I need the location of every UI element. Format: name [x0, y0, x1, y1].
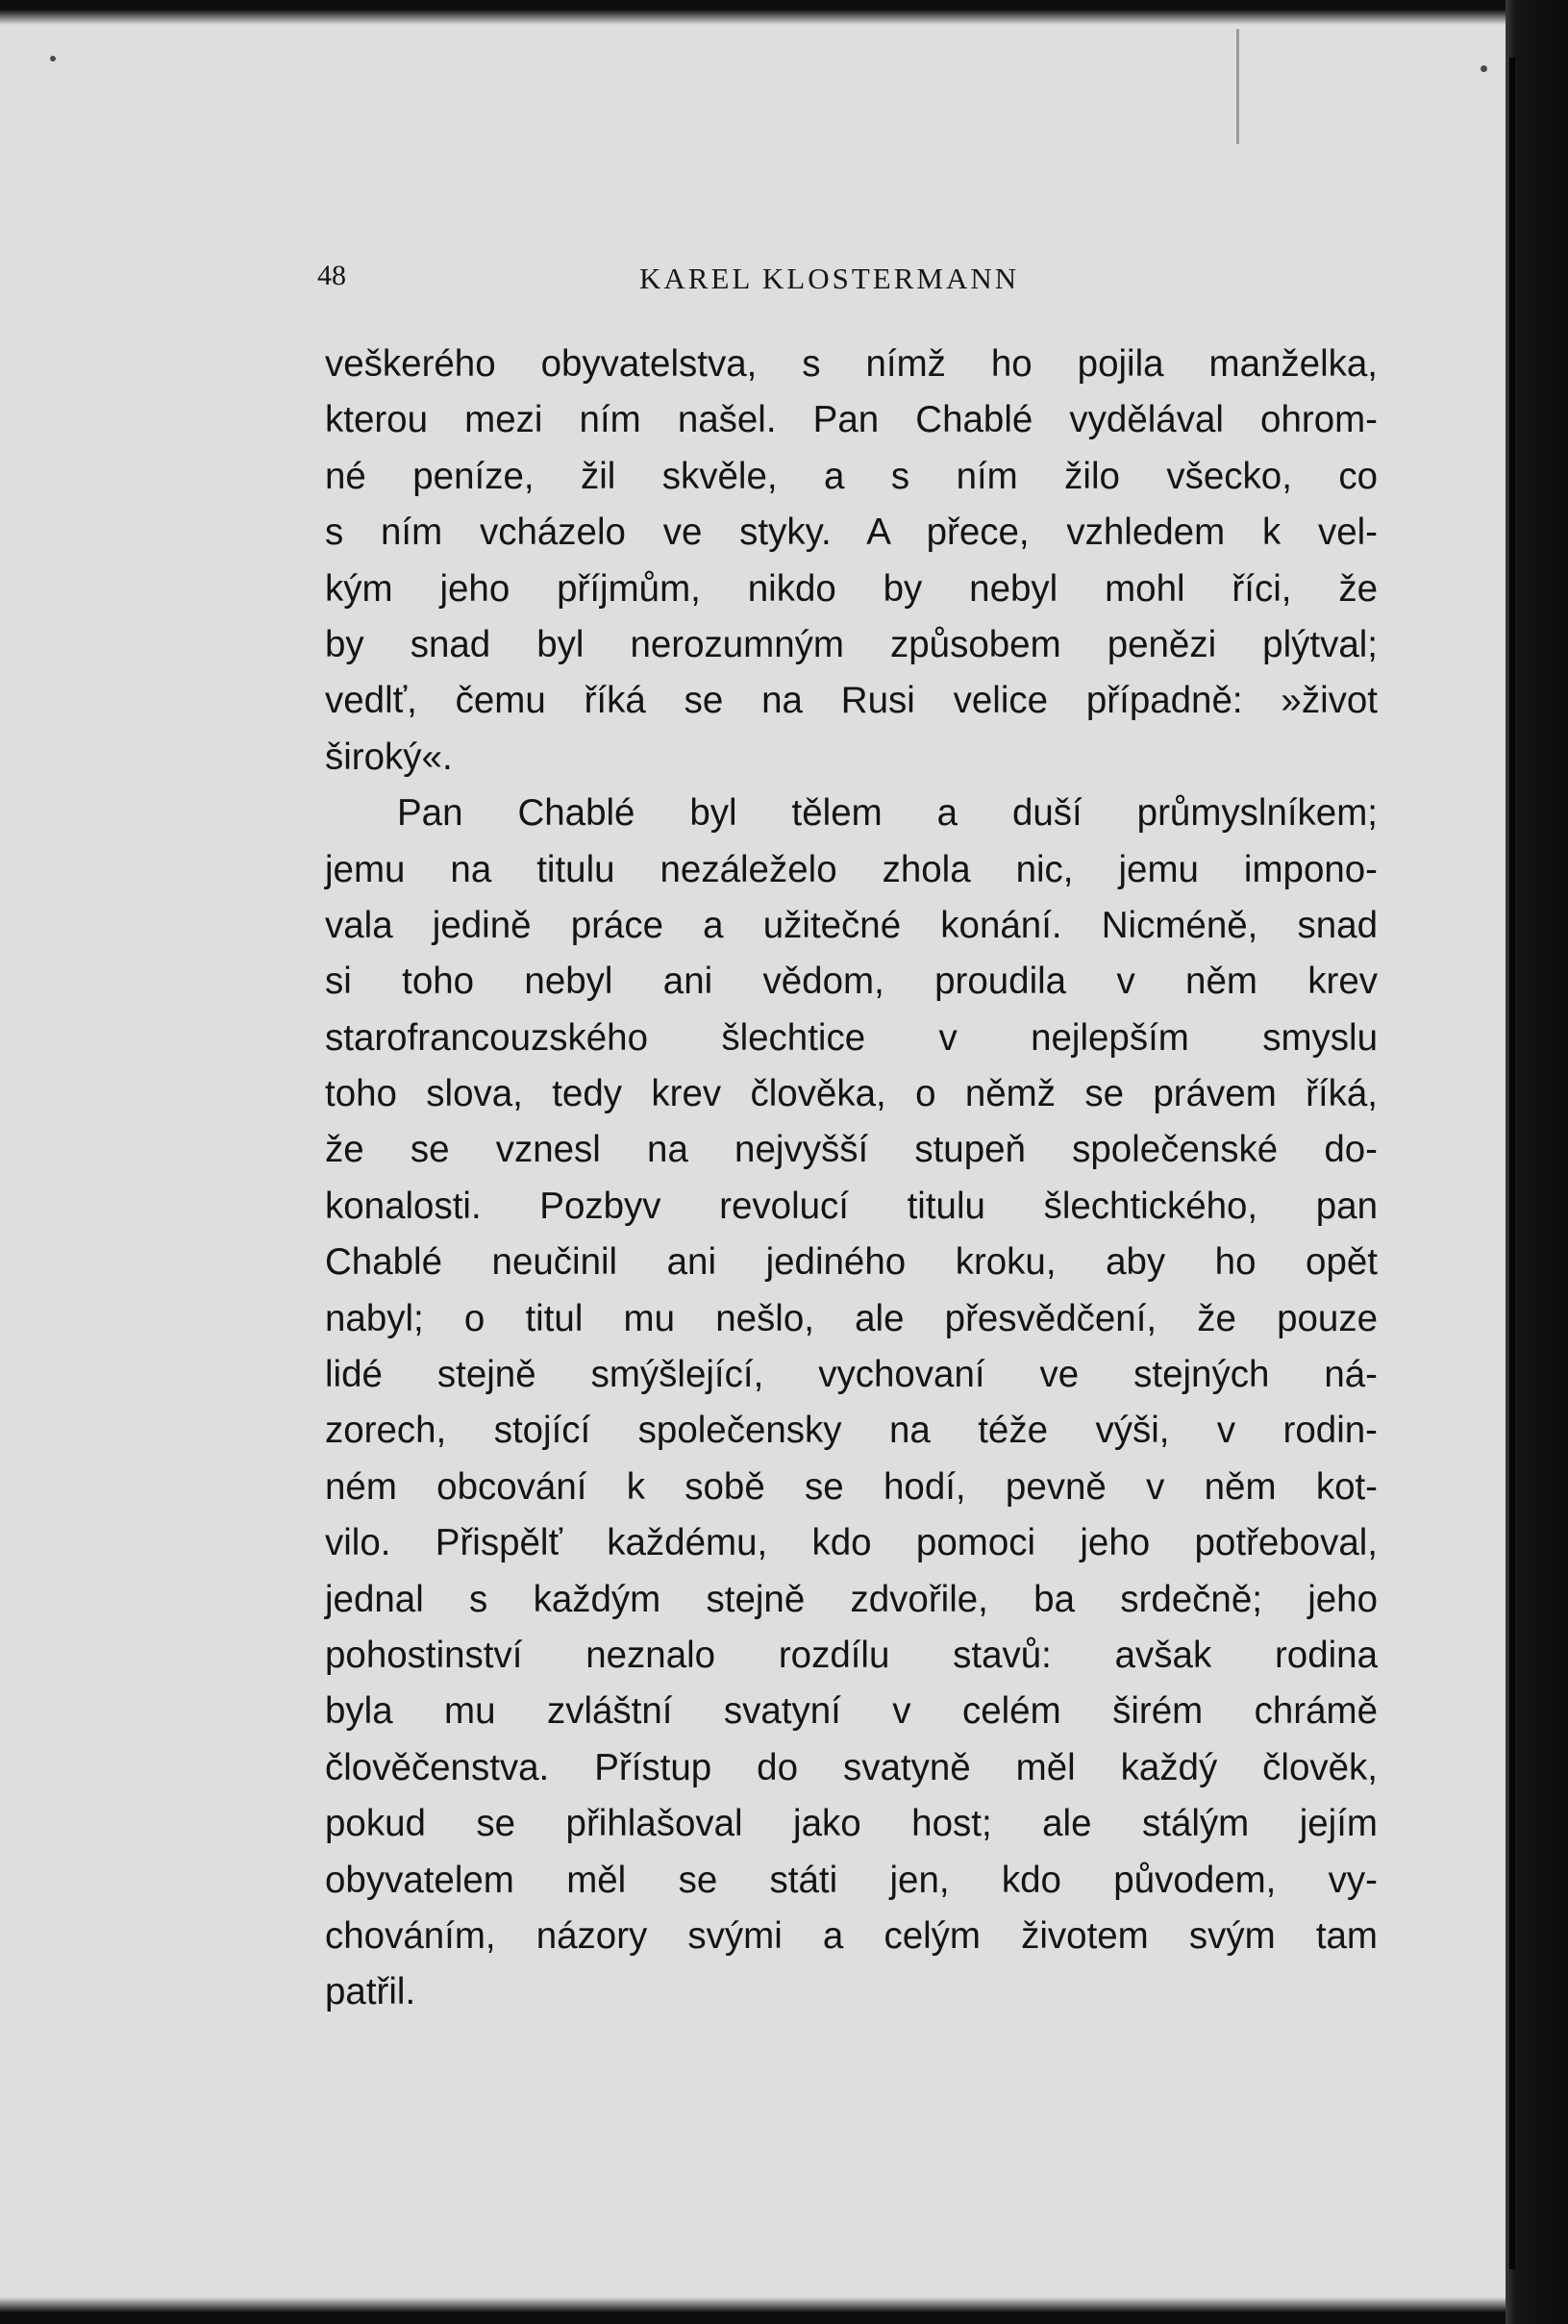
- text-line: starofrancouzského šlechtice v nejlepším smyslu: [325, 1016, 1378, 1059]
- text-line: vilo. Přispělť každému, kdo pomoci jeho potřeboval,: [325, 1522, 1378, 1564]
- text-line: nabyl; o titul mu nešlo, ale přesvědčení, že pouze: [325, 1297, 1378, 1339]
- text-line: Pan Chablé byl tělem a duší průmyslníkem;: [397, 792, 1378, 835]
- text-line: konalosti. Pozbyv revolucí titulu šlechtického, pan: [325, 1185, 1378, 1227]
- running-title: KAREL KLOSTERMANN: [639, 262, 1020, 295]
- text-line: vala jedině práce a užitečné konání. Nicméně, snad: [325, 904, 1378, 946]
- scan-bottom-edge: [0, 2297, 1506, 2324]
- text-line: chováním, názory svými a celým životem svým tam: [325, 1914, 1378, 1957]
- text-line: kým jeho příjmům, nikdo by nebyl mohl říci, že: [325, 567, 1378, 610]
- text-line: s ním vcházelo ve styky. A přece, vzhledem k vel-: [325, 512, 1378, 554]
- text-line: pokud se přihlašoval jako host; ale stálým jejím: [325, 1803, 1378, 1845]
- text-line: ném obcování k sobě se hodí, pevně v něm kot-: [325, 1465, 1378, 1508]
- text-line: si toho nebyl ani vědom, proudila v něm krev: [325, 961, 1378, 1003]
- text-line: kterou mezi ním našel. Pan Chablé vydělával ohrom-: [325, 399, 1378, 441]
- text-line: né peníze, žil skvěle, a s ním žilo všecko, co: [325, 455, 1378, 497]
- text-line: byla mu zvláštní svatyní v celém širém chrámě: [325, 1690, 1378, 1733]
- text-line: pohostinství neznalo rozdílu stavů: avšak rodina: [325, 1634, 1378, 1676]
- scan-speck: [1481, 65, 1487, 72]
- text-line: veškerého obyvatelstva, s nímž ho pojila manželka,: [325, 343, 1378, 385]
- page-number: 48: [317, 260, 346, 291]
- text-line: by snad byl nerozumným způsobem penězi plýtval;: [325, 623, 1378, 665]
- text-line: že se vznesl na nejvyšší stupeň společenské do-: [325, 1129, 1378, 1171]
- text-line: jednal s každým stejně zdvořile, ba srdečně; jeho: [325, 1578, 1378, 1620]
- page-header: [0, 258, 1506, 296]
- text-line: obyvatelem měl se státi jen, kdo původem, vy-: [325, 1859, 1378, 1901]
- text-line: jemu na titulu nezáleželo zhola nic, jemu impono-: [325, 848, 1378, 890]
- text-line: člověčenstva. Přístup do svatyně měl každý člověk,: [325, 1746, 1378, 1788]
- paragraph-1: [325, 337, 1378, 786]
- scan-top-edge: [0, 0, 1506, 25]
- text-line: lidé stejně smýšlející, vychovaní ve stejných ná-: [325, 1354, 1378, 1396]
- scan-speck: [1236, 29, 1239, 144]
- text-line: Chablé neučinil ani jediného kroku, aby ho opět: [325, 1241, 1378, 1284]
- paragraph-2: [325, 786, 1378, 2021]
- page-edge-line: [1509, 58, 1515, 2269]
- text-line: vedlť, čemu říká se na Rusi velice případně: »život: [325, 680, 1378, 722]
- text-line: patřil.: [325, 1971, 416, 2013]
- text-line: toho slova, tedy krev člověka, o němž se právem říká,: [325, 1073, 1378, 1115]
- scan-speck: [50, 56, 56, 62]
- body-text: [325, 337, 1378, 2021]
- text-line: široký«.: [325, 736, 453, 778]
- text-line: zorech, stojící společensky na téže výši, v rodin-: [325, 1410, 1378, 1452]
